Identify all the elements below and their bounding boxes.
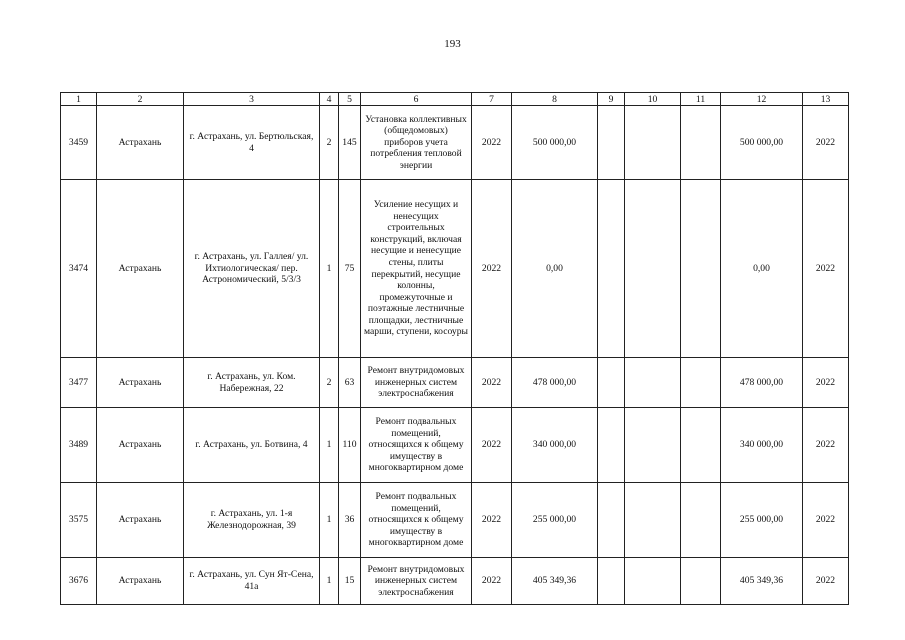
column-number-row <box>61 93 849 106</box>
cell-col-4: 1 <box>320 180 339 358</box>
cell-col-10 <box>625 106 681 180</box>
page-number: 193 <box>444 38 461 50</box>
cell-object-id: 3477 <box>61 358 97 408</box>
cell-col-10 <box>625 358 681 408</box>
cell-col-9 <box>598 358 625 408</box>
cell-col-9 <box>598 408 625 483</box>
column-number: 1 <box>61 93 97 106</box>
cell-col-4: 2 <box>320 358 339 408</box>
cell-cost: 500 000,00 <box>512 106 598 180</box>
cell-col-4: 1 <box>320 483 339 558</box>
cell-object-id: 3459 <box>61 106 97 180</box>
cell-work-type: Ремонт внутридомовых инженерных систем электроснабжения <box>361 358 472 408</box>
cell-completion-year: 2022 <box>803 408 849 483</box>
cell-cost-total: 405 349,36 <box>721 558 803 605</box>
cell-address: г. Астрахань, ул. 1-я Железнодорожная, 39 <box>184 483 320 558</box>
table-row <box>61 483 849 558</box>
cell-col-11 <box>681 106 721 180</box>
cell-col-11 <box>681 180 721 358</box>
cell-col-5: 145 <box>339 106 361 180</box>
cell-year: 2022 <box>472 180 512 358</box>
cell-address: г. Астрахань, ул. Ком. Набережная, 22 <box>184 358 320 408</box>
table-row <box>61 358 849 408</box>
cell-col-10 <box>625 180 681 358</box>
column-number: 2 <box>97 93 184 106</box>
cell-completion-year: 2022 <box>803 358 849 408</box>
cell-col-5: 63 <box>339 358 361 408</box>
cell-work-type: Ремонт подвальных помещений, относящихся к общему имуществу в многоквартирном доме <box>361 408 472 483</box>
cell-cost: 0,00 <box>512 180 598 358</box>
column-number: 6 <box>361 93 472 106</box>
cell-city: Астрахань <box>97 408 184 483</box>
cell-col-11 <box>681 483 721 558</box>
column-number: 3 <box>184 93 320 106</box>
capital-repair-table <box>60 92 849 605</box>
cell-cost: 340 000,00 <box>512 408 598 483</box>
cell-cost-total: 340 000,00 <box>721 408 803 483</box>
table-row <box>61 106 849 180</box>
column-number: 13 <box>803 93 849 106</box>
cell-year: 2022 <box>472 358 512 408</box>
table-row <box>61 408 849 483</box>
cell-col-9 <box>598 106 625 180</box>
table-body <box>61 93 849 605</box>
cell-year: 2022 <box>472 483 512 558</box>
table-row <box>61 180 849 358</box>
cell-cost-total: 255 000,00 <box>721 483 803 558</box>
column-number: 11 <box>681 93 721 106</box>
cell-cost-total: 500 000,00 <box>721 106 803 180</box>
cell-work-type: Усиление несущих и ненесущих строительных конструкций, включая несущие и ненесущие стены, плиты перекрытий, несущие колонны, промежуточные и поэтажные лестничные площадки, лестничные марши, ступени, косоуры <box>361 180 472 358</box>
cell-city: Астрахань <box>97 483 184 558</box>
cell-work-type: Ремонт внутридомовых инженерных систем электроснабжения <box>361 558 472 605</box>
cell-cost-total: 0,00 <box>721 180 803 358</box>
table-row <box>61 558 849 605</box>
column-number: 9 <box>598 93 625 106</box>
cell-completion-year: 2022 <box>803 106 849 180</box>
cell-work-type: Установка коллективных (общедомовых) приборов учета потребления тепловой энергии <box>361 106 472 180</box>
cell-cost: 478 000,00 <box>512 358 598 408</box>
cell-city: Астрахань <box>97 358 184 408</box>
cell-completion-year: 2022 <box>803 558 849 605</box>
cell-col-5: 15 <box>339 558 361 605</box>
cell-col-10 <box>625 558 681 605</box>
cell-completion-year: 2022 <box>803 180 849 358</box>
cell-col-11 <box>681 558 721 605</box>
cell-object-id: 3489 <box>61 408 97 483</box>
column-number: 7 <box>472 93 512 106</box>
cell-col-4: 2 <box>320 106 339 180</box>
cell-address: г. Астрахань, ул. Бертюльская, 4 <box>184 106 320 180</box>
column-number: 5 <box>339 93 361 106</box>
cell-col-11 <box>681 358 721 408</box>
cell-city: Астрахань <box>97 106 184 180</box>
cell-cost: 255 000,00 <box>512 483 598 558</box>
column-number: 8 <box>512 93 598 106</box>
cell-col-9 <box>598 558 625 605</box>
column-number: 12 <box>721 93 803 106</box>
cell-col-5: 75 <box>339 180 361 358</box>
cell-address: г. Астрахань, ул. Галлея/ ул. Ихтиологическая/ пер. Астрономический, 5/3/3 <box>184 180 320 358</box>
cell-completion-year: 2022 <box>803 483 849 558</box>
cell-cost: 405 349,36 <box>512 558 598 605</box>
cell-col-9 <box>598 483 625 558</box>
cell-col-5: 36 <box>339 483 361 558</box>
cell-object-id: 3474 <box>61 180 97 358</box>
cell-year: 2022 <box>472 106 512 180</box>
cell-col-4: 1 <box>320 558 339 605</box>
cell-col-4: 1 <box>320 408 339 483</box>
column-number: 10 <box>625 93 681 106</box>
cell-object-id: 3575 <box>61 483 97 558</box>
cell-col-9 <box>598 180 625 358</box>
cell-object-id: 3676 <box>61 558 97 605</box>
cell-cost-total: 478 000,00 <box>721 358 803 408</box>
cell-col-11 <box>681 408 721 483</box>
cell-address: г. Астрахань, ул. Ботвина, 4 <box>184 408 320 483</box>
cell-year: 2022 <box>472 558 512 605</box>
cell-city: Астрахань <box>97 558 184 605</box>
cell-city: Астрахань <box>97 180 184 358</box>
cell-col-10 <box>625 483 681 558</box>
cell-year: 2022 <box>472 408 512 483</box>
cell-col-5: 110 <box>339 408 361 483</box>
column-number: 4 <box>320 93 339 106</box>
cell-address: г. Астрахань, ул. Сун Ят-Сена, 41а <box>184 558 320 605</box>
cell-work-type: Ремонт подвальных помещений, относящихся к общему имуществу в многоквартирном доме <box>361 483 472 558</box>
cell-col-10 <box>625 408 681 483</box>
